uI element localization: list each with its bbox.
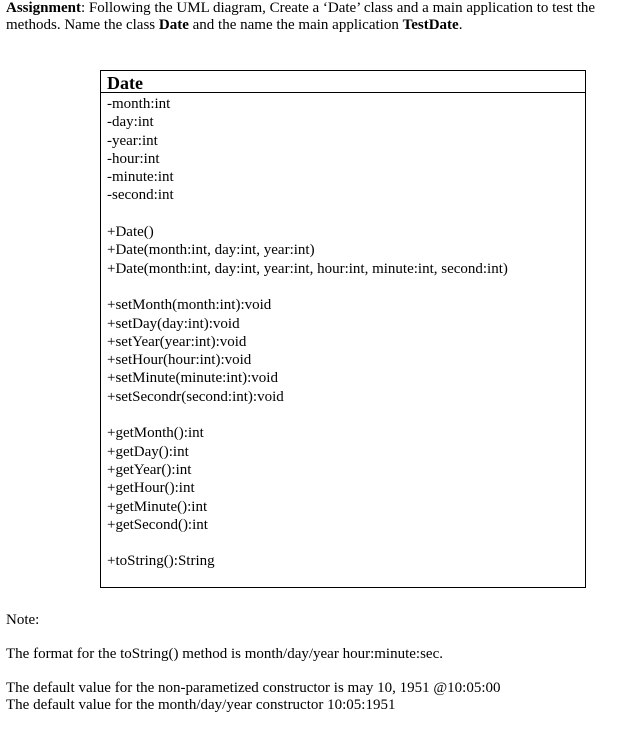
intro-text-3: . [458,17,463,33]
app-name: TestDate [402,17,459,33]
intro-text-2: and the name the main application [188,17,403,33]
uml-method: +getDay():int [107,443,189,460]
notes-section [6,612,636,714]
uml-attribute: -month:int [107,96,171,112]
uml-attribute: -day:int [107,114,154,131]
uml-attribute: -hour:int [107,150,160,167]
uml-attribute: -year:int [107,132,158,149]
assignment-intro [6,0,636,34]
uml-method: +setMinute(minute:int):void [107,370,278,387]
uml-method: +Date(month:int, day:int, year:int) [107,242,315,259]
uml-method: +setSecondr(second:int):void [107,388,284,405]
uml-method: +Date() [107,224,154,241]
uml-attribute: -second:int [107,187,174,204]
class-name: Date [158,17,189,33]
uml-class-diagram [100,70,586,588]
note-heading: Note: [6,612,40,628]
uml-method: +getMonth():int [107,425,204,442]
uml-method: +setDay(day:int):void [107,315,240,332]
note-format-line: The format for the toString() method is month/day/year hour:minute:sec. [6,646,443,662]
uml-attribute: -minute:int [107,169,174,186]
note-default-line-2: The default value for the month/day/year constructor 10:05:1951 [6,697,396,713]
uml-method: +setMonth(month:int):void [107,297,272,314]
uml-members [101,93,585,571]
uml-method: +setYear(year:int):void [107,333,247,350]
uml-method: +Date(month:int, day:int, year:int, hour:int, minute:int, second:int) [107,260,508,277]
uml-method: +toString():String [107,553,215,570]
uml-method: +setHour(hour:int):void [107,352,252,369]
intro-text-1: : Following the UML diagram, Create a ‘Date’ class and a main application to test the methods. Name the class [6,0,596,33]
uml-method: +getSecond():int [107,516,208,533]
uml-method: +getHour():int [107,480,195,497]
uml-class-title: Date [101,71,585,93]
uml-method: +getMinute():int [107,498,208,515]
note-default-line-1: The default value for the non-parametized constructor is may 10, 1951 @10:05:00 [6,680,501,696]
assignment-label: Assignment [6,0,82,16]
uml-method: +getYear():int [107,461,192,478]
